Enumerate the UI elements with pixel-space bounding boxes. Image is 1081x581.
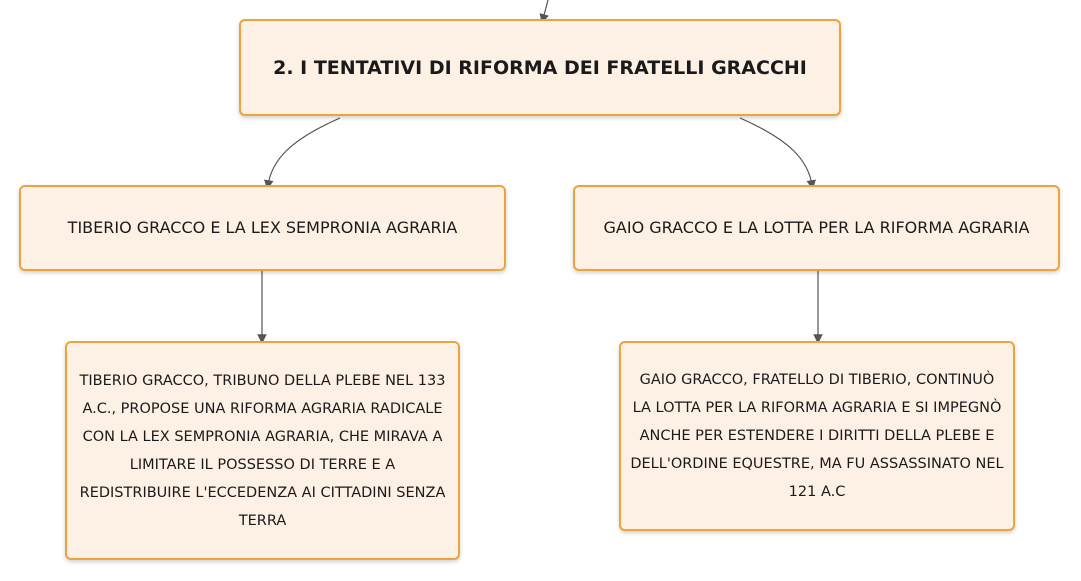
left-topic-text: TIBERIO GRACCO E LA LEX SEMPRONIA AGRARIA — [67, 218, 458, 237]
right-detail-text: GAIO GRACCO, FRATELLO DI TIBERIO, CONTINUÒ LA LOTTA PER LA RIFORMA AGRARIA E SI IMPEGNÒ ANCHE PER ESTENDERE I DIRITTI DELLA PLEBE E DELL'ORDINE EQUESTRE, MA FU ASSASSINATO NEL 121 A.C — [630, 372, 1004, 500]
connector-root-right — [740, 118, 812, 185]
right-topic-node[interactable] — [573, 185, 1060, 271]
left-detail-node[interactable] — [65, 341, 460, 560]
root-topic-node[interactable] — [239, 19, 841, 116]
connector-root-left — [268, 118, 340, 185]
left-detail-text: TIBERIO GRACCO, TRIBUNO DELLA PLEBE NEL 133 A.C., PROPOSE UNA RIFORMA AGRARIA RADICALE CON LA LEX SEMPRONIA AGRARIA, CHE MIRAVA A LIMITARE IL POSSESSO DI TERRE E A REDISTRIBUIRE L'ECCEDENZA AI CITTADINI SENZA TERRA — [79, 372, 446, 529]
root-topic-text: 2. I TENTATIVI DI RIFORMA DEI FRATELLI GRACCHI — [273, 56, 807, 79]
right-detail-node[interactable] — [619, 341, 1015, 531]
parent-connector — [543, 0, 548, 19]
right-topic-text: GAIO GRACCO E LA LOTTA PER LA RIFORMA AGRARIA — [603, 218, 1030, 237]
left-topic-node[interactable] — [19, 185, 506, 271]
